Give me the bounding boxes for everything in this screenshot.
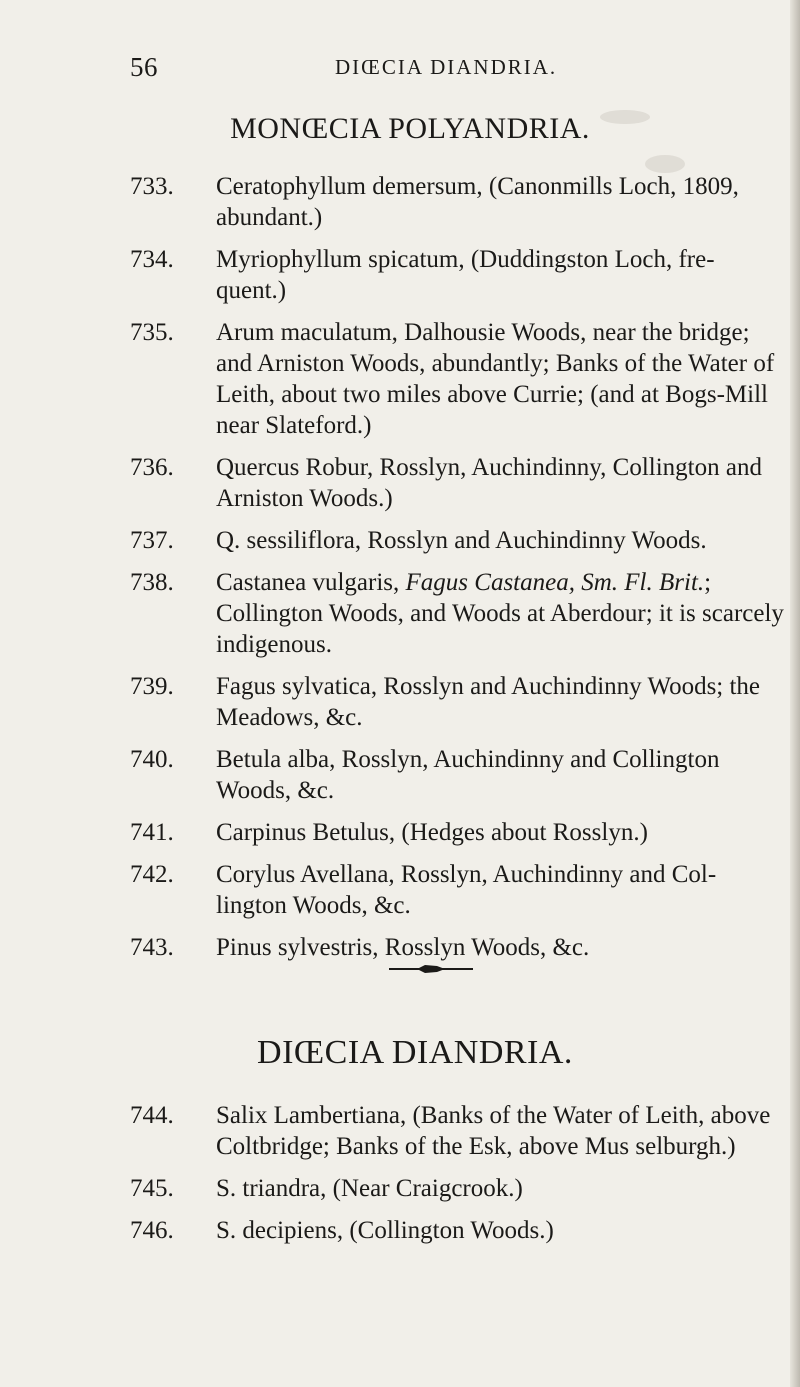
species-list-monoecia-polyandria bbox=[130, 171, 790, 974]
page-number: 56 bbox=[130, 52, 158, 82]
entry-text: Corylus Avellana, Rosslyn, Auchindinny and Col- lington Woods, &c. bbox=[216, 861, 717, 919]
entry-text bbox=[216, 567, 790, 660]
entry-text: Carpinus Betulus, (Hedges about Rosslyn.) bbox=[216, 819, 648, 846]
species-entry bbox=[130, 932, 790, 963]
entry-number: 740. bbox=[130, 746, 174, 773]
species-entry bbox=[130, 317, 790, 441]
entry-number: 736. bbox=[130, 454, 174, 481]
entry-text: Pinus sylvestris, Rosslyn Woods, &c. bbox=[216, 934, 590, 961]
entry-number: 739. bbox=[130, 673, 174, 700]
entry-number: 737. bbox=[130, 527, 174, 554]
species-entry bbox=[130, 171, 790, 233]
species-list-dioecia-diandria bbox=[130, 1100, 790, 1257]
entry-number: 741. bbox=[130, 819, 174, 846]
species-entry bbox=[130, 744, 790, 806]
species-entry bbox=[130, 244, 790, 306]
section-title-monoecia-polyandria: MONŒCIA POLYANDRIA. bbox=[230, 112, 590, 145]
species-entry bbox=[130, 859, 790, 921]
running-head: DIŒCIA DIANDRIA. bbox=[335, 55, 558, 79]
entry-text: Quercus Robur, Rosslyn, Auchindinny, Collington and Arniston Woods.) bbox=[216, 454, 762, 512]
ornamental-divider bbox=[389, 964, 473, 974]
entry-text: Q. sessiliflora, Rosslyn and Auchindinny Woods. bbox=[216, 527, 707, 554]
entry-text: S. decipiens, (Collington Woods.) bbox=[216, 1217, 554, 1244]
entry-number: 745. bbox=[130, 1175, 174, 1202]
entry-text: Myriophyllum spicatum, (Duddingston Loch, fre- quent.) bbox=[216, 246, 715, 304]
entry-text-part: Castanea vulgaris, bbox=[216, 569, 406, 596]
species-entry bbox=[130, 817, 790, 848]
entry-text: Fagus sylvatica, Rosslyn and Auchindinny Woods; the Meadows, &c. bbox=[216, 673, 761, 731]
entry-text: Salix Lambertiana, (Banks of the Water of Leith, above Coltbridge; Banks of the Esk, above Mus selburgh.) bbox=[216, 1102, 771, 1160]
page-header bbox=[130, 52, 770, 88]
entry-number: 744. bbox=[130, 1102, 174, 1129]
entry-text: Betula alba, Rosslyn, Auchindinny and Collington Woods, &c. bbox=[216, 746, 720, 804]
species-entry bbox=[130, 525, 790, 556]
species-entry bbox=[130, 1173, 790, 1204]
entry-number: 734. bbox=[130, 246, 174, 273]
entry-number: 743. bbox=[130, 934, 174, 961]
synonym-italic: Fagus Castanea, Sm. Fl. Brit. bbox=[405, 569, 705, 596]
entry-number: 746. bbox=[130, 1217, 174, 1244]
entry-number: 738. bbox=[130, 569, 174, 596]
entry-text: Arum maculatum, Dalhousie Woods, near the bridge; and Arniston Woods, abundantly; Banks of the Water of Leith, about two miles above Currie; (and at Bogs-Mill near Slateford.) bbox=[216, 319, 775, 439]
section-title-dioecia-diandria: DIŒCIA DIANDRIA. bbox=[257, 1034, 573, 1071]
entry-number: 735. bbox=[130, 319, 174, 346]
page-edge-shadow bbox=[790, 0, 800, 1387]
species-entry bbox=[130, 671, 790, 733]
entry-number: 742. bbox=[130, 861, 174, 888]
entry-text: Ceratophyllum demersum, (Canonmills Loch, 1809, abundant.) bbox=[216, 173, 739, 231]
species-entry bbox=[130, 1215, 790, 1246]
entry-text-part: ; Collington Woods, and Woods at Aberdour; it is scarcely indigenous. bbox=[216, 569, 784, 658]
species-entry bbox=[130, 1100, 790, 1162]
entry-text: S. triandra, (Near Craigcrook.) bbox=[216, 1175, 523, 1202]
species-entry bbox=[130, 452, 790, 514]
entry-number: 733. bbox=[130, 173, 174, 200]
species-entry bbox=[130, 567, 790, 660]
